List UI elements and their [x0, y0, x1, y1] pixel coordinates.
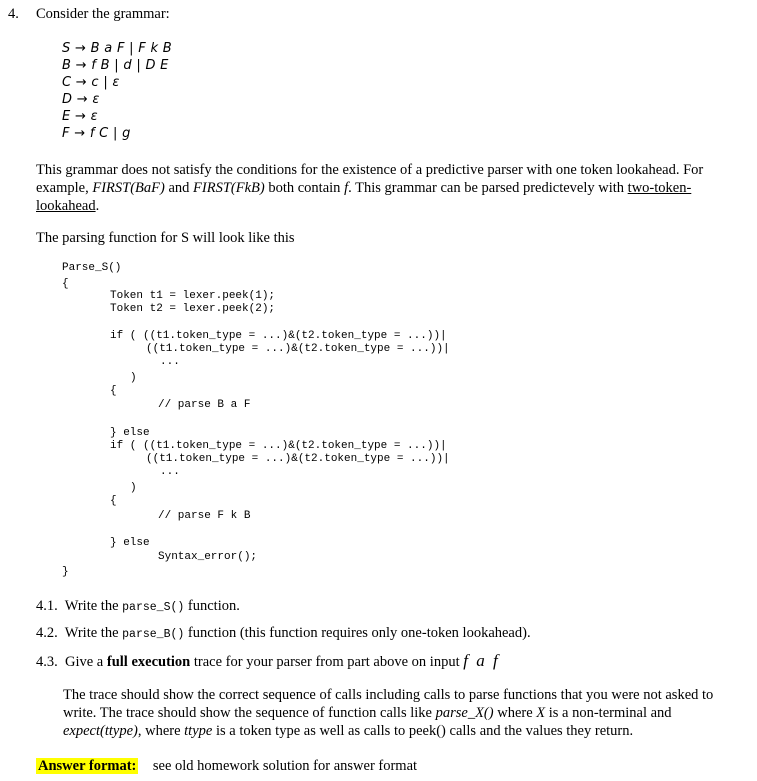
code-line: Parse_S()	[62, 262, 122, 274]
parsing-function-intro: The parsing function for S will look like this	[36, 230, 295, 246]
code-line: )	[130, 482, 137, 494]
task-4-1: 4.1. Write the parse_S() function.	[36, 598, 240, 614]
task-4-2: 4.2. Write the parse_B() function (this function requires only one-token lookahead).	[36, 625, 531, 641]
intro-paragraph: This grammar does not satisfy the conditions for the existence of a predictive parser with one token lookahead. For example, FIRST(BaF) and FIRST(FkB) both contain f. This grammar can be parsed predictevely with two-token-lookahead.	[36, 162, 704, 214]
code-line: {	[62, 278, 69, 290]
code-line: Token t1 = lexer.peek(1);	[110, 290, 276, 302]
code-line: } else	[110, 537, 150, 549]
code-line: {	[110, 495, 117, 507]
task-4-3: 4.3. Give a full execution trace for your parser from part above on input f a f	[36, 651, 500, 670]
answer-format-text: see old homework solution for answer format	[152, 758, 418, 774]
grammar-rule-c: C → c | ε	[62, 75, 120, 90]
code-line: )	[130, 372, 137, 384]
grammar-rule-b: B → f B | d | D E	[62, 58, 169, 73]
grammar-rule-d: D → ε	[62, 92, 100, 107]
code-line: ...	[160, 356, 180, 368]
code-line: }	[62, 566, 69, 578]
code-line: {	[110, 385, 117, 397]
answer-format-label: Answer format:	[38, 758, 137, 774]
code-line: ((t1.token_type = ...)&(t2.token_type = ...))|	[146, 343, 450, 355]
code-comment: // parse B a F	[158, 399, 251, 411]
question-number: 4.	[8, 6, 19, 22]
grammar-rule-f: F → f C | g	[62, 126, 131, 141]
code-comment: // parse F k B	[158, 510, 251, 522]
answer-format	[36, 757, 417, 775]
code-line: Syntax_error();	[158, 551, 258, 563]
grammar-rule-s: S → B a F | F k B	[62, 41, 172, 56]
code-line: ((t1.token_type = ...)&(t2.token_type = ...))|	[146, 453, 450, 465]
code-line: Token t2 = lexer.peek(2);	[110, 303, 276, 315]
code-line: ...	[160, 466, 180, 478]
trace-note: The trace should show the correct sequence of calls including calls to parse functions that you were not asked to write. The trace should show the sequence of function calls like parse_X() where X is a non-terminal and expect(ttype), where ttype is a token type as well as calls to peek() calls and the values they return.	[63, 687, 714, 739]
code-line: if ( ((t1.token_type = ...)&(t2.token_type = ...))|	[110, 330, 447, 342]
two-token-lookahead-link: two-token-lookahead	[36, 180, 692, 214]
question-title: Consider the grammar:	[36, 6, 170, 22]
grammar-rule-e: E → ε	[62, 109, 98, 124]
code-line: } else	[110, 427, 150, 439]
code-line: if ( ((t1.token_type = ...)&(t2.token_type = ...))|	[110, 440, 447, 452]
